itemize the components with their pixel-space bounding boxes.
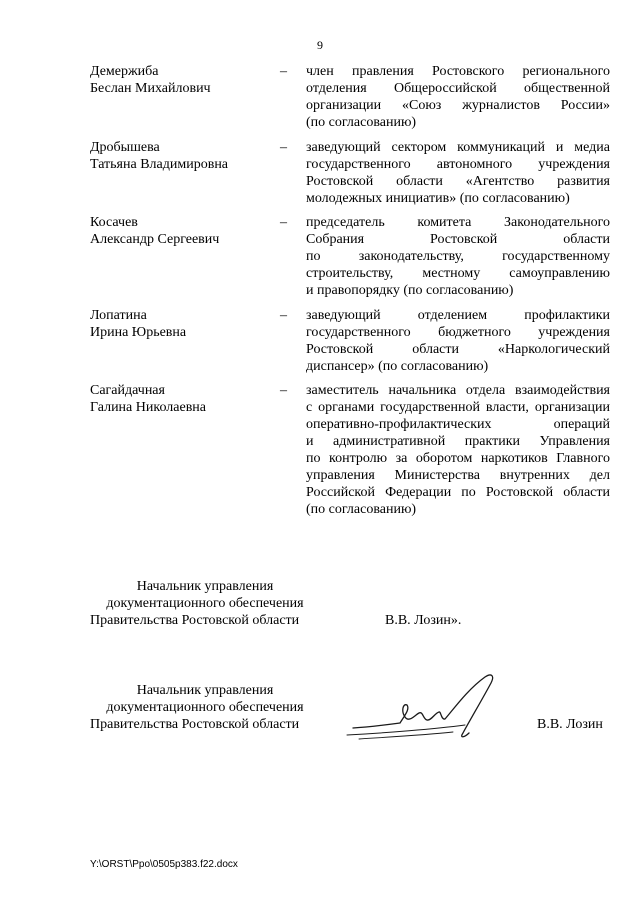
member-position: [306, 307, 610, 375]
signature-block-title: [90, 578, 320, 629]
position-line: молодежных инициатив» (по согласованию): [306, 191, 570, 206]
signatory-name: В.В. Лозин».: [385, 613, 462, 628]
position-line: организации «Союз журналистов России»: [306, 98, 610, 113]
position-line: государственного бюджетного учреждения: [306, 325, 610, 340]
member-given-names: Беслан Михайлович: [90, 81, 211, 96]
position-line: с органами государственной власти, организации: [306, 400, 610, 415]
member-position: [306, 214, 610, 299]
signature-block-title: [90, 682, 320, 733]
member-name: [90, 382, 270, 416]
member-name: [90, 139, 270, 173]
signatory-title-line: Правительства Ростовской области: [90, 613, 300, 628]
position-line: по контролю за оборотом наркотиков Главного: [306, 451, 610, 466]
member-surname: Сагайдачная: [90, 383, 165, 398]
position-line: (по согласованию): [306, 115, 417, 130]
position-line: и правопорядку (по согласованию): [306, 283, 514, 298]
member-surname: Демержиба: [90, 64, 159, 79]
position-line: заведующий сектором коммуникаций и медиа: [306, 140, 610, 155]
position-line: оперативно-профилактических операций: [306, 417, 610, 432]
dash-separator: –: [280, 383, 287, 398]
member-given-names: Ирина Юрьевна: [90, 325, 187, 340]
dash-separator: –: [280, 64, 287, 79]
member-name: [90, 214, 270, 248]
member-position: [306, 139, 610, 207]
position-line: (по согласованию): [306, 502, 417, 517]
member-surname: Дробышева: [90, 140, 160, 155]
page-number: 9: [317, 38, 323, 52]
position-line: и административной практики Управления: [306, 434, 610, 449]
position-line: отделения Общероссийской общественной: [306, 81, 610, 96]
position-line: строительству, местному самоуправлению: [306, 266, 610, 281]
position-line: Российской Федерации по Ростовской области: [306, 485, 610, 500]
member-surname: Косачев: [90, 215, 138, 230]
position-line: председатель комитета Законодательного: [306, 215, 610, 230]
position-line: Ростовской области «Агентство развития: [306, 174, 610, 189]
position-line: по законодательству, государственному: [306, 249, 610, 264]
member-given-names: Александр Сергеевич: [90, 232, 220, 247]
file-path-footer: Y:\ORST\Ppo\0505p383.f22.docx: [90, 859, 238, 870]
position-line: Ростовской области «Наркологический: [306, 342, 610, 357]
position-line: заведующий отделением профилактики: [306, 308, 610, 323]
handwritten-signature: [345, 665, 505, 750]
position-line: государственного автономного учреждения: [306, 157, 610, 172]
member-position: [306, 382, 610, 518]
position-line: заместитель начальника отдела взаимодействия: [306, 383, 610, 398]
signatory-title-line: Правительства Ростовской области: [90, 717, 300, 732]
signatory-name: В.В. Лозин: [537, 717, 603, 732]
member-given-names: Татьяна Владимировна: [90, 157, 229, 172]
position-line: Собрания Ростовской области: [306, 232, 610, 247]
signatory-title-line: Начальник управления: [136, 579, 274, 594]
dash-separator: –: [280, 140, 287, 155]
member-position: [306, 63, 610, 131]
dash-separator: –: [280, 308, 287, 323]
position-line: управления Министерства внутренних дел: [306, 468, 610, 483]
member-given-names: Галина Николаевна: [90, 400, 207, 415]
position-line: член правления Ростовского регионального: [306, 64, 610, 79]
dash-separator: –: [280, 215, 287, 230]
signatory-title-line: Начальник управления: [136, 683, 274, 698]
signatory-title-line: документационного обеспечения: [106, 700, 304, 715]
member-name: [90, 307, 270, 341]
member-surname: Лопатина: [90, 308, 147, 323]
position-line: диспансер» (по согласованию): [306, 359, 489, 374]
member-name: [90, 63, 270, 97]
signatory-title-line: документационного обеспечения: [106, 596, 304, 611]
